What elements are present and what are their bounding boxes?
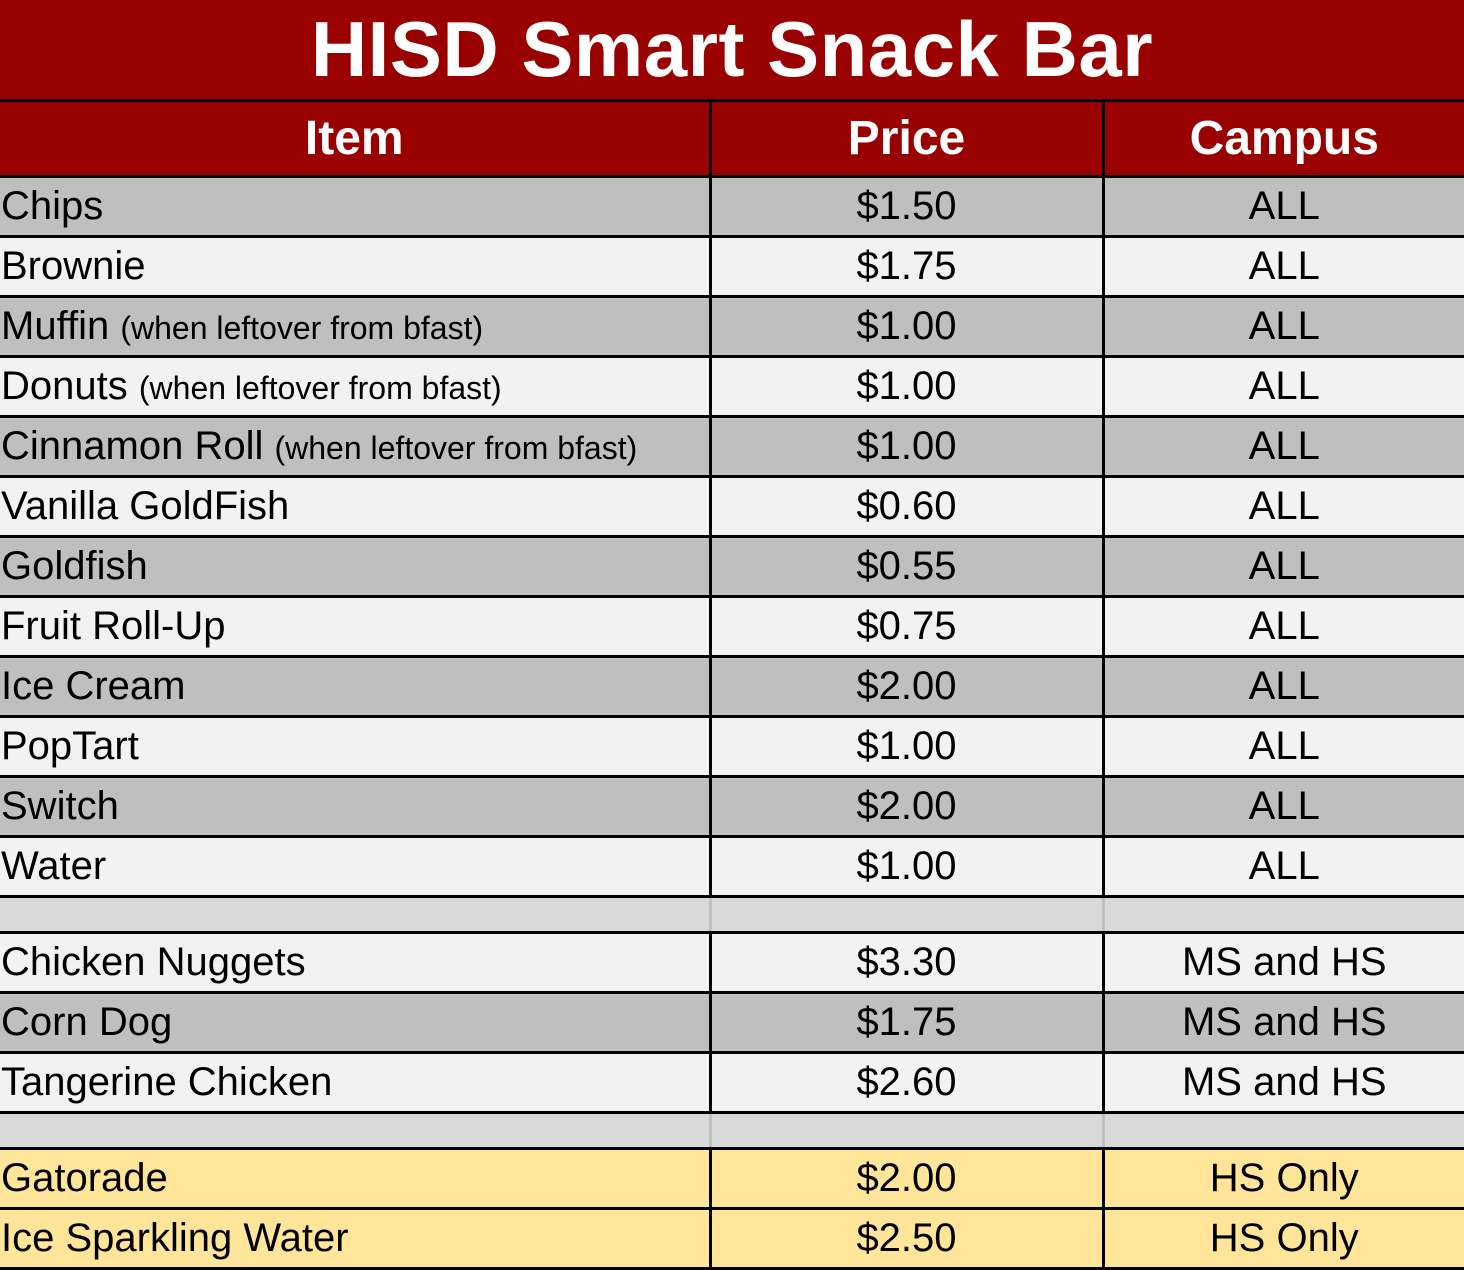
table-row xyxy=(0,356,1464,416)
price-cell: $2.00 xyxy=(710,776,1103,836)
campus-cell: ALL xyxy=(1103,656,1464,716)
item-note: (when leftover from bfast) xyxy=(138,369,502,406)
price-cell: $0.55 xyxy=(710,536,1103,596)
table-row xyxy=(0,836,1464,896)
campus-cell: ALL xyxy=(1103,176,1464,236)
item-name: Ice Sparkling Water xyxy=(1,1215,349,1260)
table-row xyxy=(0,932,1464,992)
price-cell: $1.00 xyxy=(710,416,1103,476)
item-cell xyxy=(0,1148,710,1208)
header-row xyxy=(0,102,1464,176)
item-name: PopTart xyxy=(1,723,139,768)
spacer-cell xyxy=(710,1112,1103,1148)
campus-cell: MS and HS xyxy=(1103,1052,1464,1112)
item-cell xyxy=(0,836,710,896)
item-cell xyxy=(0,1208,710,1268)
item-name: Chips xyxy=(1,183,104,228)
price-cell: $1.75 xyxy=(710,236,1103,296)
item-cell xyxy=(0,656,710,716)
campus-cell: ALL xyxy=(1103,296,1464,356)
item-column-header: Item xyxy=(0,102,710,176)
campus-cell: HS Only xyxy=(1103,1148,1464,1208)
spacer-cell xyxy=(0,896,710,932)
table-row xyxy=(0,992,1464,1052)
item-name: Vanilla GoldFish xyxy=(1,483,290,528)
price-cell: $1.00 xyxy=(710,716,1103,776)
campus-cell: ALL xyxy=(1103,356,1464,416)
price-cell: $0.60 xyxy=(710,476,1103,536)
campus-cell: ALL xyxy=(1103,536,1464,596)
item-name: Gatorade xyxy=(1,1155,168,1200)
item-note: (when leftover from bfast) xyxy=(274,429,638,466)
campus-cell: MS and HS xyxy=(1103,992,1464,1052)
table-row xyxy=(0,476,1464,536)
item-cell xyxy=(0,596,710,656)
spacer-cell xyxy=(710,896,1103,932)
spacer-cell xyxy=(1103,896,1464,932)
item-name: Muffin xyxy=(1,303,110,348)
table-row xyxy=(0,296,1464,356)
item-cell xyxy=(0,356,710,416)
item-name: Water xyxy=(1,843,107,888)
price-cell: $1.00 xyxy=(710,836,1103,896)
item-name: Goldfish xyxy=(1,543,148,588)
spacer-cell xyxy=(0,1112,710,1148)
price-cell: $2.50 xyxy=(710,1208,1103,1268)
table-row xyxy=(0,1148,1464,1208)
item-cell xyxy=(0,476,710,536)
item-name: Donuts xyxy=(1,363,128,408)
item-name: Switch xyxy=(1,783,119,828)
price-column-header: Price xyxy=(710,102,1103,176)
item-name: Ice Cream xyxy=(1,663,186,708)
price-cell: $1.00 xyxy=(710,356,1103,416)
price-cell: $2.00 xyxy=(710,1148,1103,1208)
item-cell xyxy=(0,416,710,476)
item-cell xyxy=(0,992,710,1052)
table-row xyxy=(0,716,1464,776)
price-cell: $1.00 xyxy=(710,296,1103,356)
spacer-row xyxy=(0,1112,1464,1148)
item-cell xyxy=(0,776,710,836)
item-cell xyxy=(0,1052,710,1112)
table-row xyxy=(0,1052,1464,1112)
campus-cell: ALL xyxy=(1103,416,1464,476)
item-name: Brownie xyxy=(1,243,146,288)
page-title: HISD Smart Snack Bar xyxy=(0,0,1464,102)
item-cell xyxy=(0,236,710,296)
price-cell: $3.30 xyxy=(710,932,1103,992)
campus-column-header: Campus xyxy=(1103,102,1464,176)
campus-cell: HS Only xyxy=(1103,1208,1464,1268)
table-row xyxy=(0,776,1464,836)
campus-cell: ALL xyxy=(1103,776,1464,836)
table-row xyxy=(0,656,1464,716)
table-row xyxy=(0,536,1464,596)
item-name: Cinnamon Roll xyxy=(1,423,264,468)
table-row xyxy=(0,416,1464,476)
price-cell: $1.75 xyxy=(710,992,1103,1052)
table-row xyxy=(0,1208,1464,1268)
spacer-row xyxy=(0,896,1464,932)
campus-cell: ALL xyxy=(1103,476,1464,536)
item-cell xyxy=(0,932,710,992)
item-name: Chicken Nuggets xyxy=(1,939,306,984)
spacer-cell xyxy=(1103,1112,1464,1148)
table-row xyxy=(0,176,1464,236)
table-row xyxy=(0,596,1464,656)
campus-cell: ALL xyxy=(1103,236,1464,296)
item-cell xyxy=(0,536,710,596)
campus-cell: MS and HS xyxy=(1103,932,1464,992)
item-name: Fruit Roll-Up xyxy=(1,603,226,648)
price-cell: $0.75 xyxy=(710,596,1103,656)
snack-price-table xyxy=(0,102,1464,1270)
item-cell xyxy=(0,716,710,776)
price-cell: $1.50 xyxy=(710,176,1103,236)
campus-cell: ALL xyxy=(1103,836,1464,896)
item-name: Tangerine Chicken xyxy=(1,1059,333,1104)
price-cell: $2.60 xyxy=(710,1052,1103,1112)
item-cell xyxy=(0,176,710,236)
item-cell xyxy=(0,296,710,356)
campus-cell: ALL xyxy=(1103,596,1464,656)
item-note: (when leftover from bfast) xyxy=(120,309,484,346)
item-name: Corn Dog xyxy=(1,999,173,1044)
price-cell: $2.00 xyxy=(710,656,1103,716)
table-row xyxy=(0,236,1464,296)
campus-cell: ALL xyxy=(1103,716,1464,776)
